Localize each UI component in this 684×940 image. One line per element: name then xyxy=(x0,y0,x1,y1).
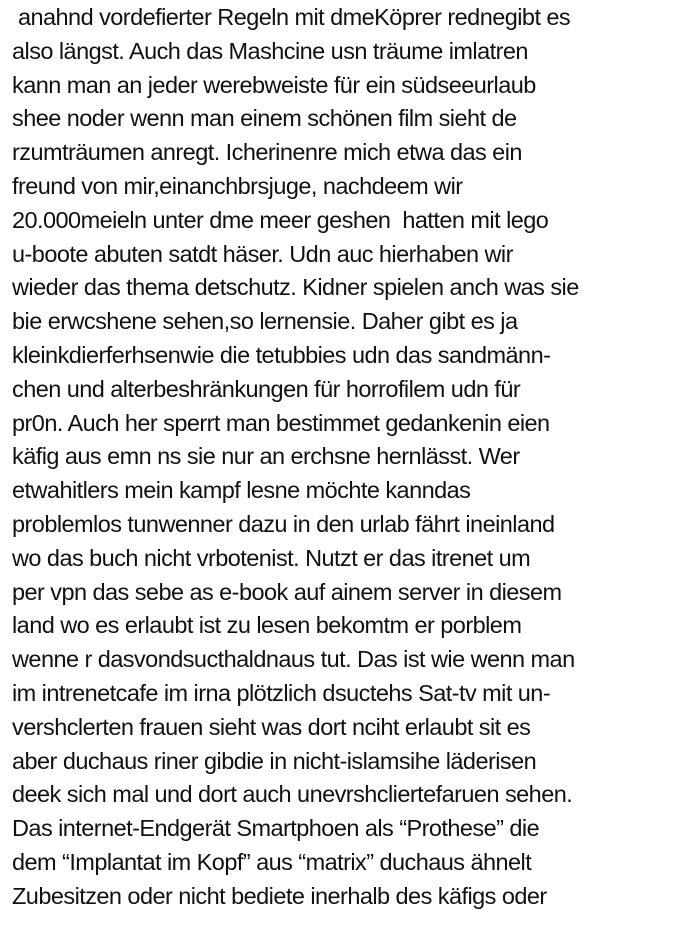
text-line: im intrenetcafe im irna plötzlich dsuctehs Sat-tv mit un- xyxy=(12,679,551,706)
text-line: aber duchaus riner gibdie in nicht-islamsihe läderisen xyxy=(12,747,537,774)
text-line: land wo es erlaubt ist zu lesen bekomtm er porblem xyxy=(12,612,522,639)
text-line: per vpn das sebe as e-book auf ainem server in diesem xyxy=(12,578,562,605)
text-line: 20.000meieln unter dme meer geshen hatten mit lego xyxy=(12,206,549,233)
text-line: u-boote abuten satdt häser. Udn auc hierhaben wir xyxy=(12,240,513,267)
text-line: kleinkdierferhsenwie die tetubbies udn das sandmänn- xyxy=(12,341,551,368)
text-line: kann man an jeder werebweiste für ein südseeurlaub xyxy=(12,71,536,98)
text-line: shee noder wenn man einem schönen film sieht de xyxy=(12,105,517,132)
text-line: käfig aus emn ns sie nur an erchsne hernlässt. Wer xyxy=(12,443,520,470)
text-line: anahnd vordefierter Regeln mit dmeKöprer rednegibt es xyxy=(12,4,571,30)
text-line: pr0n. Auch her sperrt man bestimmet gedankenin eien xyxy=(12,409,550,436)
text-line: rzumträumen anregt. Icherinenre mich etwa das ein xyxy=(12,139,522,166)
text-line: wo das buch nicht vrbotenist. Nutzt er das itrenet um xyxy=(12,544,531,571)
text-line: wenne r dasvondsucthaldnaus tut. Das ist wie wenn man xyxy=(12,646,575,673)
text-line: vershclerten frauen sieht was dort nciht erlaubt sit es xyxy=(12,713,531,740)
text-line: Das internet-Endgerät Smartphoen als “Prothese” die xyxy=(12,815,540,842)
text-line: dem “Implantat im Kopf” aus “matrix” duchaus ähnelt xyxy=(12,848,532,875)
body-text xyxy=(12,1,684,914)
text-line: also längst. Auch das Mashcine usn träume imlatren xyxy=(12,37,528,64)
text-line: chen und alterbeshränkungen für horrofilem udn für xyxy=(12,375,521,402)
text-line: etwahitlers mein kampf lesne möchte kanndas xyxy=(12,477,471,504)
text-line: wieder das thema detschutz. Kidner spielen anch was sie xyxy=(12,274,579,301)
text-line: freund von mir,einanchbrsjuge, nachdeem wir xyxy=(12,172,463,199)
text-line: deek sich mal und dort auch unevrshcliertefaruen sehen. xyxy=(12,781,573,808)
text-line: bie erwcshene sehen,so lernensie. Daher gibt es ja xyxy=(12,308,518,335)
text-line: problemlos tunwenner dazu in den urlab fährt ineinland xyxy=(12,510,555,537)
text-line: Zubesitzen oder nicht bediete inerhalb des käfigs oder xyxy=(12,882,547,909)
